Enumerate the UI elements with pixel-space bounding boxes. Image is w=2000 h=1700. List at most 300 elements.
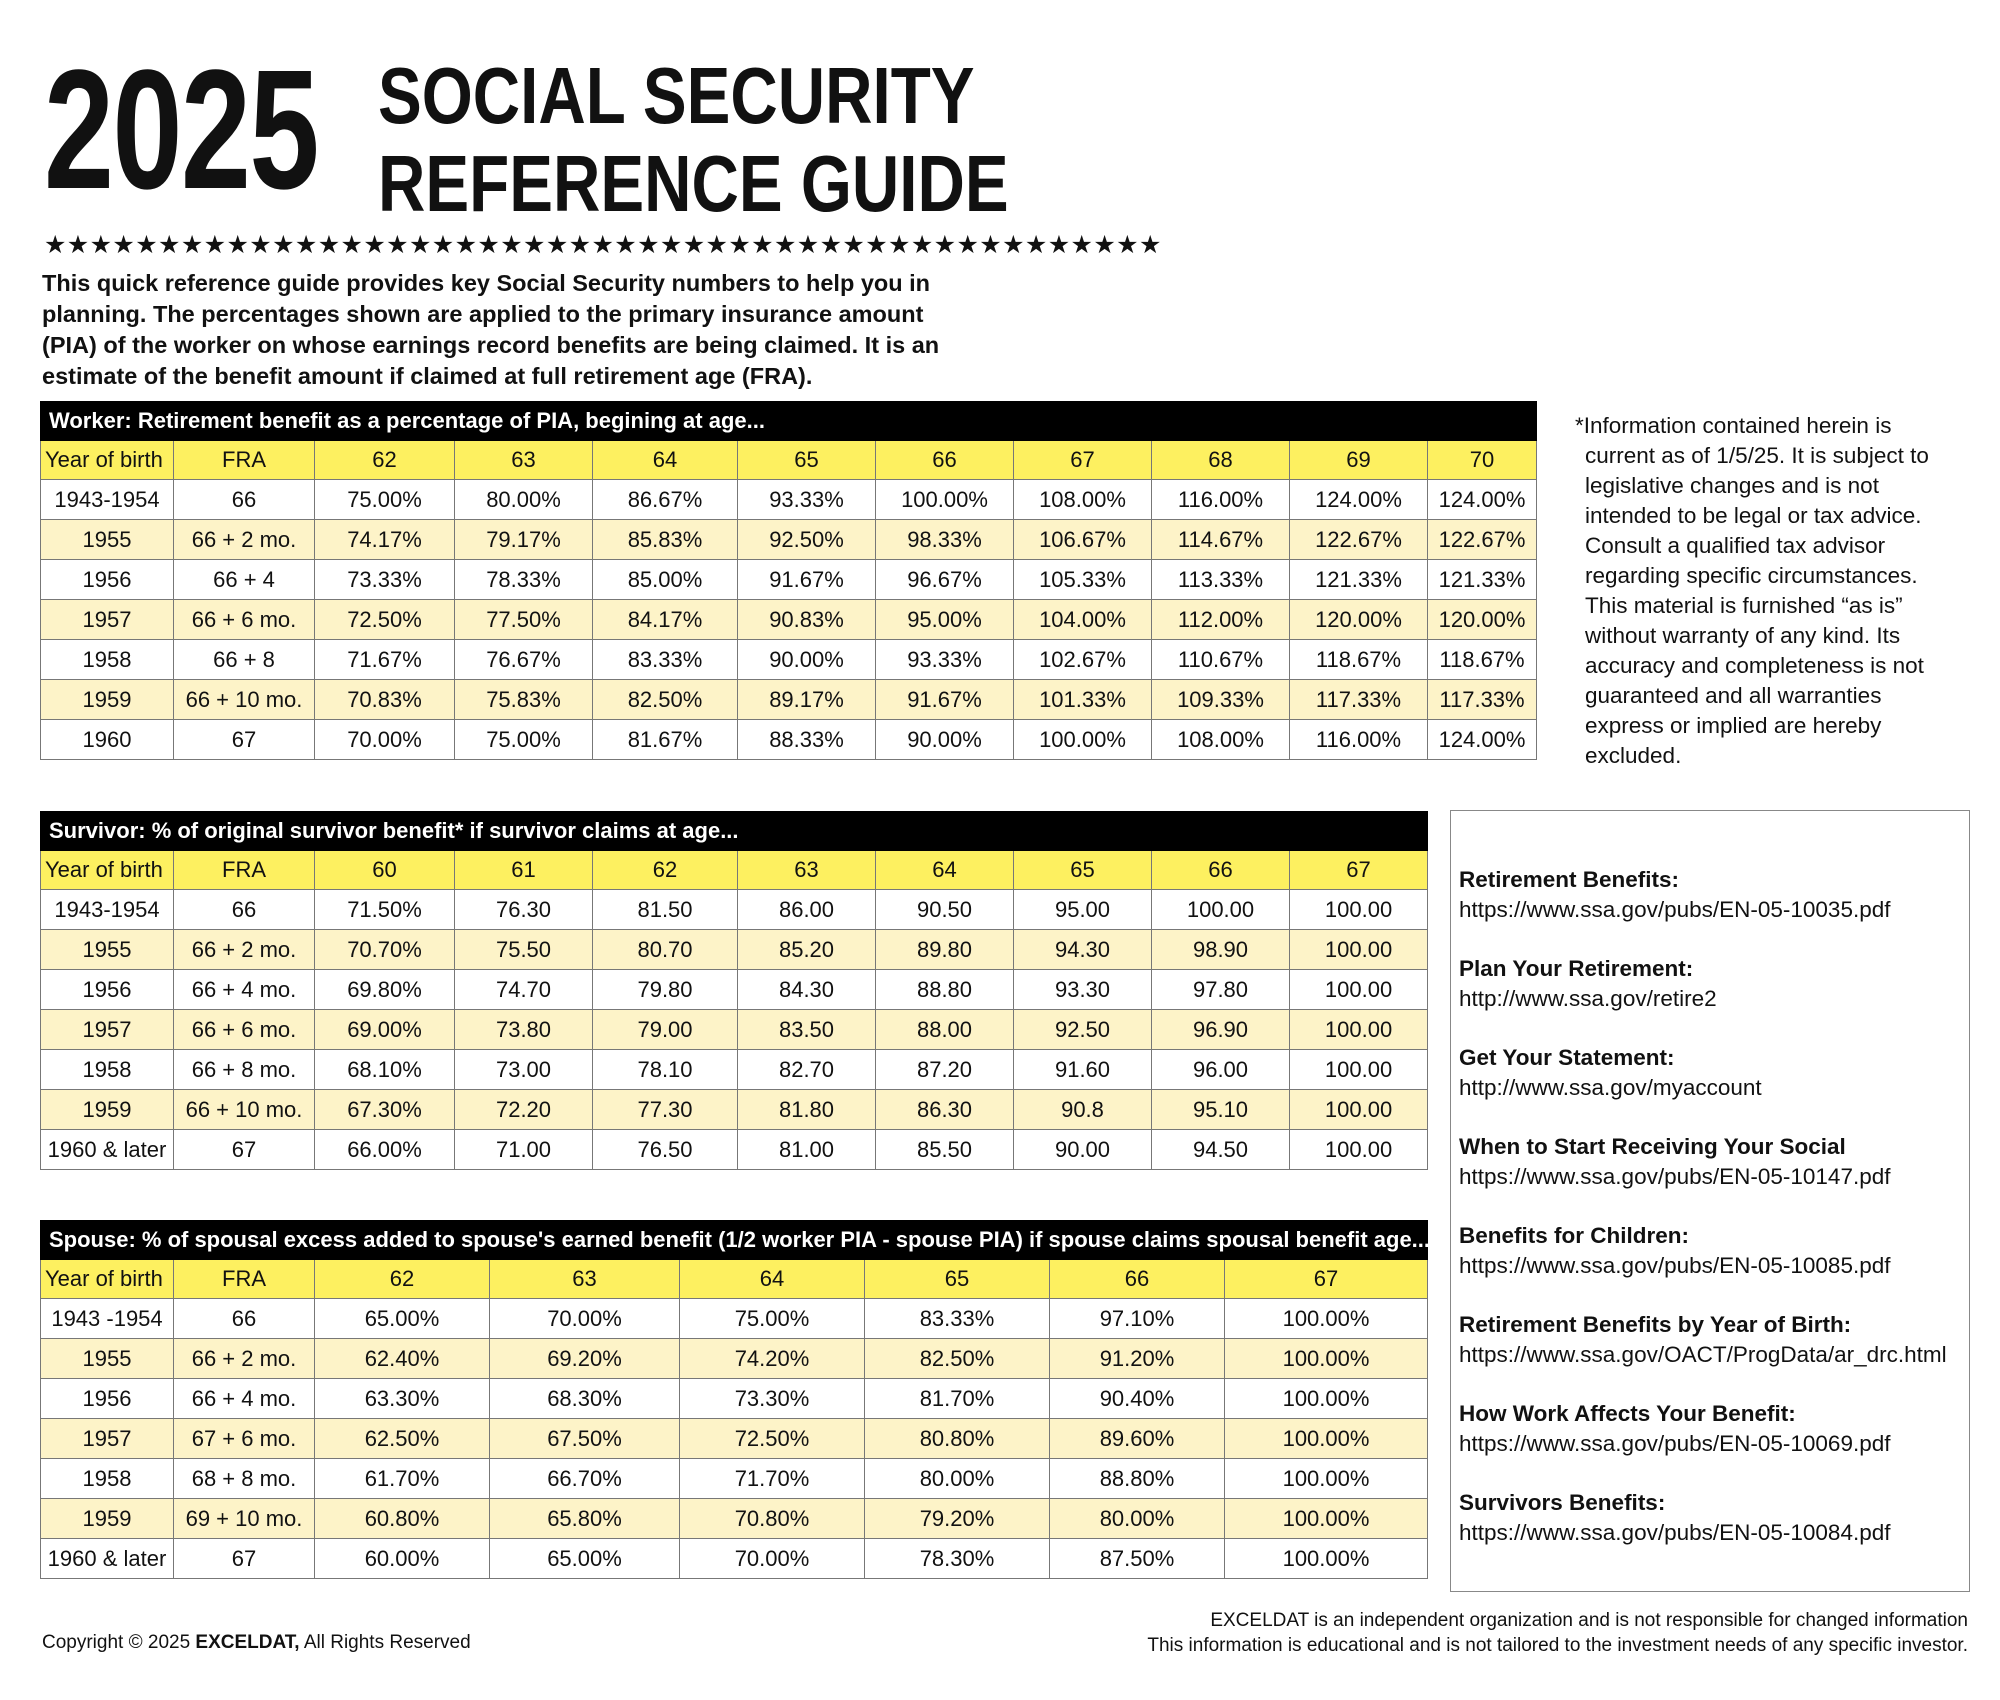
table-cell: 95.00% bbox=[876, 600, 1014, 640]
table-cell: 66 bbox=[174, 1299, 315, 1339]
table-cell: 67.50% bbox=[490, 1419, 680, 1459]
table-row bbox=[41, 600, 1537, 640]
table-cell: 90.00% bbox=[738, 640, 876, 680]
table-cell: 66 bbox=[174, 480, 315, 520]
copyright-suffix: All Rights Reserved bbox=[299, 1632, 471, 1653]
table-cell: 66.70% bbox=[490, 1459, 680, 1499]
table-cell: 1943-1954 bbox=[41, 480, 174, 520]
table-cell: 78.10 bbox=[593, 1050, 738, 1090]
table-cell: 67 + 6 mo. bbox=[174, 1419, 315, 1459]
table-cell: 65.00% bbox=[490, 1539, 680, 1579]
year-heading: 2025 bbox=[44, 35, 318, 225]
table-cell: 1960 & later bbox=[41, 1539, 174, 1579]
spouse-table-column-header: 63 bbox=[490, 1260, 680, 1299]
survivor-table-column-header: Year of birth bbox=[41, 851, 174, 890]
resource-link-url[interactable]: https://www.ssa.gov/pubs/EN-05-10085.pdf bbox=[1459, 1253, 1891, 1278]
table-cell: 60.80% bbox=[315, 1499, 490, 1539]
resource-link-item bbox=[1459, 1043, 1969, 1103]
table-cell: 70.00% bbox=[315, 720, 455, 760]
disclaimer-line: legislative changes and is not bbox=[1585, 473, 1879, 498]
spouse-table-column-header: 67 bbox=[1225, 1260, 1428, 1299]
table-cell: 67 bbox=[174, 1130, 315, 1170]
table-cell: 93.33% bbox=[738, 480, 876, 520]
table-cell: 1956 bbox=[41, 970, 174, 1010]
spouse-table bbox=[40, 1220, 1431, 1579]
worker-table-column-header: 62 bbox=[315, 441, 455, 480]
table-cell: 102.67% bbox=[1014, 640, 1152, 680]
survivor-table-caption: Survivor: % of original survivor benefit* if survivor claims at age... bbox=[41, 812, 1428, 851]
resource-link-title: Benefits for Children: bbox=[1459, 1223, 1690, 1248]
table-cell: 89.17% bbox=[738, 680, 876, 720]
table-cell: 109.33% bbox=[1152, 680, 1290, 720]
table-cell: 124.00% bbox=[1290, 480, 1428, 520]
table-cell: 80.00% bbox=[455, 480, 593, 520]
table-cell: 81.00 bbox=[738, 1130, 876, 1170]
page-title bbox=[378, 52, 1147, 228]
table-row bbox=[41, 1130, 1428, 1170]
worker-table-header-row bbox=[41, 441, 1537, 480]
table-cell: 124.00% bbox=[1428, 720, 1537, 760]
resource-link-item bbox=[1459, 1132, 1969, 1192]
table-cell: 118.67% bbox=[1290, 640, 1428, 680]
table-cell: 100.00% bbox=[1225, 1419, 1428, 1459]
table-cell: 104.00% bbox=[1014, 600, 1152, 640]
spouse-table-column-header: Year of birth bbox=[41, 1260, 174, 1299]
table-cell: 1956 bbox=[41, 560, 174, 600]
resource-link-title: Retirement Benefits: bbox=[1459, 867, 1680, 892]
spouse-table-column-header: 66 bbox=[1050, 1260, 1225, 1299]
table-cell: 105.33% bbox=[1014, 560, 1152, 600]
table-cell: 100.00 bbox=[1290, 1090, 1428, 1130]
resource-link-url[interactable]: https://www.ssa.gov/pubs/EN-05-10035.pdf bbox=[1459, 897, 1891, 922]
table-cell: 1960 bbox=[41, 720, 174, 760]
table-cell: 69.20% bbox=[490, 1339, 680, 1379]
spouse-table-column-header: 65 bbox=[865, 1260, 1050, 1299]
table-row bbox=[41, 890, 1428, 930]
spouse-table-column-header: 62 bbox=[315, 1260, 490, 1299]
table-row bbox=[41, 520, 1537, 560]
table-cell: 66 + 6 mo. bbox=[174, 1010, 315, 1050]
resource-link-url[interactable]: https://www.ssa.gov/pubs/EN-05-10069.pdf bbox=[1459, 1431, 1891, 1456]
table-cell: 100.00% bbox=[876, 480, 1014, 520]
table-cell: 1959 bbox=[41, 680, 174, 720]
table-row bbox=[41, 1050, 1428, 1090]
resource-link-item bbox=[1459, 865, 1969, 925]
table-cell: 87.20 bbox=[876, 1050, 1014, 1090]
table-cell: 95.00 bbox=[1014, 890, 1152, 930]
table-cell: 113.33% bbox=[1152, 560, 1290, 600]
table-cell: 90.00% bbox=[876, 720, 1014, 760]
table-cell: 83.50 bbox=[738, 1010, 876, 1050]
table-cell: 82.50% bbox=[865, 1339, 1050, 1379]
resource-link-title: How Work Affects Your Benefit: bbox=[1459, 1401, 1796, 1426]
table-cell: 84.17% bbox=[593, 600, 738, 640]
table-row bbox=[41, 480, 1537, 520]
table-cell: 75.00% bbox=[680, 1299, 865, 1339]
table-cell: 66 + 4 mo. bbox=[174, 970, 315, 1010]
table-cell: 91.20% bbox=[1050, 1339, 1225, 1379]
table-row bbox=[41, 1379, 1428, 1419]
table-row bbox=[41, 970, 1428, 1010]
table-cell: 89.60% bbox=[1050, 1419, 1225, 1459]
resource-link-item bbox=[1459, 954, 1969, 1014]
worker-table-column-header: FRA bbox=[174, 441, 315, 480]
table-cell: 72.50% bbox=[680, 1419, 865, 1459]
table-cell: 85.50 bbox=[876, 1130, 1014, 1170]
worker-table-caption: Worker: Retirement benefit as a percentage of PIA, begining at age... bbox=[41, 402, 1537, 441]
table-cell: 88.33% bbox=[738, 720, 876, 760]
table-cell: 96.00 bbox=[1152, 1050, 1290, 1090]
disclaimer-text bbox=[1575, 411, 1975, 771]
worker-table-column-header: 65 bbox=[738, 441, 876, 480]
table-row bbox=[41, 1010, 1428, 1050]
table-cell: 72.20 bbox=[455, 1090, 593, 1130]
table-cell: 86.67% bbox=[593, 480, 738, 520]
table-cell: 1958 bbox=[41, 1050, 174, 1090]
spouse-table-column-header: FRA bbox=[174, 1260, 315, 1299]
title-line-2: REFERENCE GUIDE bbox=[378, 139, 1009, 228]
table-row bbox=[41, 1299, 1428, 1339]
table-cell: 80.00% bbox=[865, 1459, 1050, 1499]
table-cell: 71.50% bbox=[315, 890, 455, 930]
table-cell: 97.80 bbox=[1152, 970, 1290, 1010]
table-cell: 76.50 bbox=[593, 1130, 738, 1170]
table-cell: 66.00% bbox=[315, 1130, 455, 1170]
table-cell: 62.40% bbox=[315, 1339, 490, 1379]
disclaimer-line: This material is furnished “as is” bbox=[1585, 593, 1903, 618]
table-cell: 1943-1954 bbox=[41, 890, 174, 930]
table-cell: 118.67% bbox=[1428, 640, 1537, 680]
table-cell: 73.33% bbox=[315, 560, 455, 600]
table-cell: 86.30 bbox=[876, 1090, 1014, 1130]
table-cell: 100.00% bbox=[1225, 1459, 1428, 1499]
table-cell: 100.00% bbox=[1225, 1379, 1428, 1419]
table-cell: 76.30 bbox=[455, 890, 593, 930]
table-cell: 117.33% bbox=[1428, 680, 1537, 720]
table-cell: 120.00% bbox=[1428, 600, 1537, 640]
table-cell: 79.17% bbox=[455, 520, 593, 560]
table-row bbox=[41, 1539, 1428, 1579]
table-cell: 71.67% bbox=[315, 640, 455, 680]
worker-table-column-header: 70 bbox=[1428, 441, 1537, 480]
table-cell: 70.83% bbox=[315, 680, 455, 720]
table-cell: 83.33% bbox=[593, 640, 738, 680]
table-cell: 66 + 4 bbox=[174, 560, 315, 600]
table-cell: 93.33% bbox=[876, 640, 1014, 680]
table-cell: 91.67% bbox=[738, 560, 876, 600]
table-cell: 1955 bbox=[41, 520, 174, 560]
table-cell: 117.33% bbox=[1290, 680, 1428, 720]
table-cell: 108.00% bbox=[1152, 720, 1290, 760]
worker-table-column-header: 63 bbox=[455, 441, 593, 480]
table-cell: 66 + 10 mo. bbox=[174, 680, 315, 720]
table-cell: 87.50% bbox=[1050, 1539, 1225, 1579]
resource-link-url[interactable]: https://www.ssa.gov/pubs/EN-05-10147.pdf bbox=[1459, 1164, 1891, 1189]
table-cell: 81.70% bbox=[865, 1379, 1050, 1419]
table-cell: 100.00 bbox=[1152, 890, 1290, 930]
table-cell: 95.10 bbox=[1152, 1090, 1290, 1130]
table-cell: 100.00 bbox=[1290, 1130, 1428, 1170]
table-row bbox=[41, 1459, 1428, 1499]
resource-links-panel bbox=[1450, 810, 1970, 1592]
resource-link-title: Plan Your Retirement: bbox=[1459, 956, 1694, 981]
table-cell: 100.00 bbox=[1290, 890, 1428, 930]
table-cell: 68.30% bbox=[490, 1379, 680, 1419]
table-cell: 90.40% bbox=[1050, 1379, 1225, 1419]
table-cell: 112.00% bbox=[1152, 600, 1290, 640]
resource-link-title: When to Start Receiving Your Social bbox=[1459, 1134, 1846, 1159]
worker-table bbox=[40, 401, 1537, 760]
table-cell: 84.30 bbox=[738, 970, 876, 1010]
table-cell: 73.00 bbox=[455, 1050, 593, 1090]
table-cell: 68 + 8 mo. bbox=[174, 1459, 315, 1499]
spouse-table-column-header: 64 bbox=[680, 1260, 865, 1299]
table-cell: 124.00% bbox=[1428, 480, 1537, 520]
disclaimer-line: *Information contained herein is bbox=[1575, 413, 1892, 438]
table-cell: 66 bbox=[174, 890, 315, 930]
table-cell: 100.00 bbox=[1290, 930, 1428, 970]
table-row bbox=[41, 1419, 1428, 1459]
table-cell: 90.00 bbox=[1014, 1130, 1152, 1170]
table-cell: 85.20 bbox=[738, 930, 876, 970]
table-cell: 92.50% bbox=[738, 520, 876, 560]
table-cell: 66 + 8 bbox=[174, 640, 315, 680]
table-cell: 68.10% bbox=[315, 1050, 455, 1090]
table-cell: 1958 bbox=[41, 640, 174, 680]
resource-link-url[interactable]: https://www.ssa.gov/pubs/EN-05-10084.pdf bbox=[1459, 1520, 1891, 1545]
table-cell: 98.90 bbox=[1152, 930, 1290, 970]
table-cell: 110.67% bbox=[1152, 640, 1290, 680]
table-cell: 89.80 bbox=[876, 930, 1014, 970]
survivor-table bbox=[40, 811, 1428, 1170]
spouse-table-header-row bbox=[41, 1260, 1428, 1299]
copyright-brand: EXCELDAT, bbox=[195, 1632, 300, 1653]
table-cell: 83.33% bbox=[865, 1299, 1050, 1339]
survivor-table-column-header: 62 bbox=[593, 851, 738, 890]
star-divider: ★★★★★★★★★★★★★★★★★★★★★★★★★★★★★★★★★★★★★★★★★★★★★★★★★ bbox=[44, 230, 1162, 259]
table-cell: 72.50% bbox=[315, 600, 455, 640]
table-cell: 88.00 bbox=[876, 1010, 1014, 1050]
table-cell: 94.50 bbox=[1152, 1130, 1290, 1170]
survivor-table-column-header: 60 bbox=[315, 851, 455, 890]
resource-link-item bbox=[1459, 1488, 1969, 1548]
table-cell: 80.70 bbox=[593, 930, 738, 970]
table-cell: 101.33% bbox=[1014, 680, 1152, 720]
table-cell: 122.67% bbox=[1428, 520, 1537, 560]
table-cell: 86.00 bbox=[738, 890, 876, 930]
table-cell: 77.30 bbox=[593, 1090, 738, 1130]
table-cell: 114.67% bbox=[1152, 520, 1290, 560]
survivor-table-column-header: 66 bbox=[1152, 851, 1290, 890]
survivor-table-column-header: 64 bbox=[876, 851, 1014, 890]
table-cell: 81.67% bbox=[593, 720, 738, 760]
table-cell: 91.60 bbox=[1014, 1050, 1152, 1090]
table-cell: 70.70% bbox=[315, 930, 455, 970]
table-cell: 79.20% bbox=[865, 1499, 1050, 1539]
disclaimer-line: accuracy and completeness is not bbox=[1585, 653, 1924, 678]
survivor-table-column-header: FRA bbox=[174, 851, 315, 890]
table-cell: 65.00% bbox=[315, 1299, 490, 1339]
table-cell: 82.50% bbox=[593, 680, 738, 720]
disclaimer-line: intended to be legal or tax advice. bbox=[1585, 503, 1922, 528]
disclaimer-line: without warranty of any kind. Its bbox=[1585, 623, 1901, 648]
copyright bbox=[42, 1632, 471, 1654]
footer-note bbox=[1147, 1608, 1968, 1658]
table-cell: 69 + 10 mo. bbox=[174, 1499, 315, 1539]
worker-table-column-header: 66 bbox=[876, 441, 1014, 480]
table-cell: 81.80 bbox=[738, 1090, 876, 1130]
table-row bbox=[41, 1090, 1428, 1130]
survivor-table-header-row bbox=[41, 851, 1428, 890]
table-cell: 116.00% bbox=[1290, 720, 1428, 760]
table-cell: 74.17% bbox=[315, 520, 455, 560]
table-cell: 98.33% bbox=[876, 520, 1014, 560]
table-cell: 96.67% bbox=[876, 560, 1014, 600]
table-cell: 100.00% bbox=[1225, 1539, 1428, 1579]
table-cell: 78.33% bbox=[455, 560, 593, 600]
table-cell: 75.83% bbox=[455, 680, 593, 720]
table-cell: 70.00% bbox=[680, 1539, 865, 1579]
table-cell: 79.00 bbox=[593, 1010, 738, 1050]
table-cell: 1943 -1954 bbox=[41, 1299, 174, 1339]
table-cell: 100.00 bbox=[1290, 970, 1428, 1010]
resource-link-title: Survivors Benefits: bbox=[1459, 1490, 1666, 1515]
table-cell: 108.00% bbox=[1014, 480, 1152, 520]
table-cell: 88.80 bbox=[876, 970, 1014, 1010]
table-cell: 88.80% bbox=[1050, 1459, 1225, 1499]
table-cell: 66 + 10 mo. bbox=[174, 1090, 315, 1130]
table-cell: 121.33% bbox=[1290, 560, 1428, 600]
survivor-table-column-header: 67 bbox=[1290, 851, 1428, 890]
table-cell: 1957 bbox=[41, 1010, 174, 1050]
table-cell: 80.00% bbox=[1050, 1499, 1225, 1539]
table-cell: 1958 bbox=[41, 1459, 174, 1499]
table-cell: 75.00% bbox=[315, 480, 455, 520]
table-cell: 1960 & later bbox=[41, 1130, 174, 1170]
table-cell: 66 + 2 mo. bbox=[174, 1339, 315, 1379]
table-cell: 67.30% bbox=[315, 1090, 455, 1130]
table-cell: 73.80 bbox=[455, 1010, 593, 1050]
table-cell: 63.30% bbox=[315, 1379, 490, 1419]
resource-link-item bbox=[1459, 1310, 1969, 1370]
table-cell: 69.00% bbox=[315, 1010, 455, 1050]
table-cell: 122.67% bbox=[1290, 520, 1428, 560]
table-cell: 66 + 4 mo. bbox=[174, 1379, 315, 1419]
table-cell: 100.00% bbox=[1225, 1339, 1428, 1379]
disclaimer-line: Consult a qualified tax advisor bbox=[1585, 533, 1886, 558]
table-cell: 66 + 6 mo. bbox=[174, 600, 315, 640]
spouse-table-caption: Spouse: % of spousal excess added to spouse's earned benefit (1/2 worker PIA - spouse PIA) if spouse claims spousal benefit age... bbox=[41, 1221, 1428, 1260]
table-cell: 85.83% bbox=[593, 520, 738, 560]
table-cell: 1957 bbox=[41, 600, 174, 640]
table-cell: 96.90 bbox=[1152, 1010, 1290, 1050]
intro-paragraph: This quick reference guide provides key Social Security numbers to help you in planning. The percentages shown are applied to the primary insurance amount (PIA) of the worker on whose earnings record benefits are being claimed. It is an estimate of the benefit amount if claimed at full retirement age (FRA). bbox=[42, 270, 940, 389]
table-cell: 80.80% bbox=[865, 1419, 1050, 1459]
table-cell: 76.67% bbox=[455, 640, 593, 680]
worker-table-column-header: Year of birth bbox=[41, 441, 174, 480]
table-cell: 94.30 bbox=[1014, 930, 1152, 970]
resource-link-title: Get Your Statement: bbox=[1459, 1045, 1675, 1070]
table-cell: 67 bbox=[174, 1539, 315, 1579]
table-cell: 90.8 bbox=[1014, 1090, 1152, 1130]
resource-link-title: Retirement Benefits by Year of Birth: bbox=[1459, 1312, 1852, 1337]
table-cell: 85.00% bbox=[593, 560, 738, 600]
table-row bbox=[41, 720, 1537, 760]
table-cell: 71.00 bbox=[455, 1130, 593, 1170]
table-row bbox=[41, 640, 1537, 680]
table-cell: 1957 bbox=[41, 1419, 174, 1459]
footer-note-line-1: EXCELDAT is an independent organization and is not responsible for changed information bbox=[1210, 1610, 1968, 1631]
table-cell: 74.70 bbox=[455, 970, 593, 1010]
table-cell: 79.80 bbox=[593, 970, 738, 1010]
table-cell: 70.00% bbox=[490, 1299, 680, 1339]
table-cell: 66 + 2 mo. bbox=[174, 520, 315, 560]
table-row bbox=[41, 560, 1537, 600]
disclaimer-line: current as of 1/5/25. It is subject to bbox=[1585, 443, 1929, 468]
table-row bbox=[41, 1499, 1428, 1539]
disclaimer-line: express or implied are hereby bbox=[1585, 713, 1882, 738]
table-cell: 71.70% bbox=[680, 1459, 865, 1499]
table-cell: 62.50% bbox=[315, 1419, 490, 1459]
table-cell: 120.00% bbox=[1290, 600, 1428, 640]
table-cell: 75.00% bbox=[455, 720, 593, 760]
table-cell: 60.00% bbox=[315, 1539, 490, 1579]
table-cell: 73.30% bbox=[680, 1379, 865, 1419]
table-cell: 61.70% bbox=[315, 1459, 490, 1499]
copyright-prefix: Copyright © 2025 bbox=[42, 1632, 196, 1653]
table-cell: 91.67% bbox=[876, 680, 1014, 720]
resource-link-url[interactable]: http://www.ssa.gov/myaccount bbox=[1459, 1075, 1762, 1100]
survivor-table-column-header: 63 bbox=[738, 851, 876, 890]
table-cell: 74.20% bbox=[680, 1339, 865, 1379]
worker-table-column-header: 69 bbox=[1290, 441, 1428, 480]
table-cell: 97.10% bbox=[1050, 1299, 1225, 1339]
survivor-table-column-header: 61 bbox=[455, 851, 593, 890]
table-cell: 116.00% bbox=[1152, 480, 1290, 520]
table-cell: 106.67% bbox=[1014, 520, 1152, 560]
table-cell: 67 bbox=[174, 720, 315, 760]
worker-table-column-header: 68 bbox=[1152, 441, 1290, 480]
table-cell: 1959 bbox=[41, 1090, 174, 1130]
table-row bbox=[41, 1339, 1428, 1379]
table-cell: 65.80% bbox=[490, 1499, 680, 1539]
resource-link-url[interactable]: https://www.ssa.gov/OACT/ProgData/ar_drc.html bbox=[1459, 1342, 1947, 1367]
table-row bbox=[41, 930, 1428, 970]
table-cell: 100.00% bbox=[1014, 720, 1152, 760]
table-cell: 1955 bbox=[41, 930, 174, 970]
table-cell: 69.80% bbox=[315, 970, 455, 1010]
table-cell: 70.80% bbox=[680, 1499, 865, 1539]
disclaimer-line: guaranteed and all warranties bbox=[1585, 683, 1882, 708]
table-cell: 75.50 bbox=[455, 930, 593, 970]
disclaimer-line: excluded. bbox=[1585, 743, 1682, 768]
table-cell: 1959 bbox=[41, 1499, 174, 1539]
footer-note-line-2: This information is educational and is not tailored to the investment needs of any specific investor. bbox=[1147, 1635, 1968, 1656]
table-cell: 100.00% bbox=[1225, 1299, 1428, 1339]
table-cell: 77.50% bbox=[455, 600, 593, 640]
table-cell: 82.70 bbox=[738, 1050, 876, 1090]
table-cell: 93.30 bbox=[1014, 970, 1152, 1010]
table-cell: 92.50 bbox=[1014, 1010, 1152, 1050]
table-cell: 1956 bbox=[41, 1379, 174, 1419]
table-row bbox=[41, 680, 1537, 720]
table-cell: 121.33% bbox=[1428, 560, 1537, 600]
resource-link-item bbox=[1459, 1221, 1969, 1281]
table-cell: 100.00% bbox=[1225, 1499, 1428, 1539]
resource-link-url[interactable]: http://www.ssa.gov/retire2 bbox=[1459, 986, 1717, 1011]
table-cell: 100.00 bbox=[1290, 1010, 1428, 1050]
disclaimer-line: regarding specific circumstances. bbox=[1585, 563, 1918, 588]
